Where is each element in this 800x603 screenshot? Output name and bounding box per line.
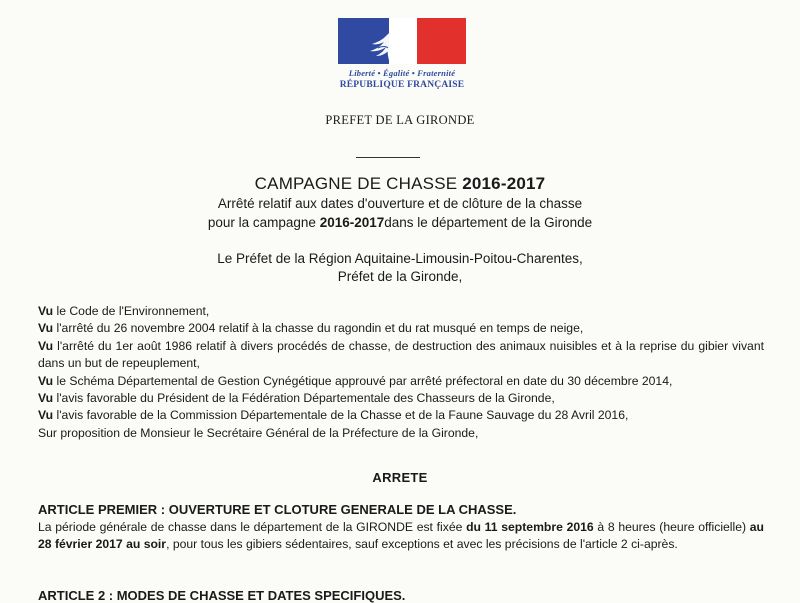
visa-text: le Schéma Départemental de Gestion Cynégétique approuvé par arrêté préfectoral en date du 30 décembre 2014, — [53, 373, 673, 388]
article-1-text: à 8 heures (heure officielle) — [593, 520, 750, 534]
document-title — [0, 174, 800, 194]
republique-francaise-logo — [334, 18, 470, 98]
visa-item — [38, 407, 764, 424]
prefet-line-1: Le Préfet de la Région Aquitaine-Limousin-Poitou-Charentes, — [217, 251, 583, 266]
subtitle-post: dans le département de la Gironde — [384, 215, 593, 230]
visa-text: le Code de l'Environnement, — [53, 304, 210, 318]
article-2-title: ARTICLE 2 : MODES DE CHASSE ET DATES SPECIFIQUES. — [38, 588, 406, 603]
visa-text: l'avis favorable de la Commission Départementale de la Chasse et de la Faune Sauvage du 28 Avril 2016, — [53, 408, 629, 423]
title-text: CAMPAGNE DE CHASSE — [254, 174, 458, 193]
subtitle-pre: pour la campagne — [207, 215, 316, 230]
visa-text: Sur proposition de Monsieur le Secrétaire Général de la Préfecture de la Gironde, — [38, 425, 479, 440]
visa-text: l'avis favorable du Président de la Fédération Départementale des Chasseurs de la Gironde, — [53, 391, 555, 406]
subtitle-line-2 — [0, 215, 800, 230]
article-1-title: ARTICLE PREMIER : OUVERTURE ET CLOTURE GENERALE DE LA CHASSE. — [38, 502, 517, 517]
visa-lead: Vu — [38, 304, 54, 318]
visa-lead: Vu — [38, 321, 54, 336]
visa-lead: Vu — [38, 373, 54, 388]
visa-item — [38, 320, 764, 337]
article-1-start-date: du 11 septembre 2016 — [466, 520, 594, 534]
arrete-heading: ARRETE — [372, 470, 428, 485]
title-years: 2016-2017 — [462, 174, 546, 193]
visa-item — [38, 425, 764, 442]
visa-lead: Vu — [38, 338, 54, 353]
visa-item — [38, 390, 764, 407]
visa-item — [38, 338, 764, 373]
visas-section — [38, 303, 764, 442]
article-1-end-date: au 28 février 2017 au soir — [38, 520, 764, 552]
visa-lead: Vu — [38, 391, 54, 406]
article-1-text: La période générale de chasse dans le département de la GIRONDE est fixée — [38, 520, 467, 534]
visa-text: l'arrêté du 26 novembre 2004 relatif à la chasse du ragondin et du rat musqué en temps de neige, — [53, 321, 584, 336]
prefet-line-2: Préfet de la Gironde, — [337, 269, 463, 284]
visa-item — [38, 303, 764, 320]
marianne-icon — [338, 18, 466, 64]
republic-motto: Liberté • Égalité • Fraternité — [348, 68, 456, 78]
subtitle-years: 2016-2017 — [319, 215, 385, 230]
republique-francaise-label: RÉPUBLIQUE FRANÇAISE — [339, 80, 465, 90]
separator-rule — [356, 157, 420, 158]
visa-text: l'arrêté du 1er août 1986 relatif à divers procédés de chasse, de destruction des animaux nuisibles et à la reprise du gibier vivant dans un but de repeuplement, — [38, 338, 764, 371]
prefecture-heading: PREFET DE LA GIRONDE — [325, 113, 475, 127]
visa-lead: Vu — [38, 408, 54, 423]
subtitle-line-1: Arrêté relatif aux dates d'ouverture et de clôture de la chasse — [217, 196, 583, 211]
article-1-text: , pour tous les gibiers sédentaires, sauf exceptions et avec les précisions de l'article 2 ci-après. — [166, 537, 678, 552]
article-1-body — [38, 519, 764, 554]
visa-item — [38, 373, 764, 390]
